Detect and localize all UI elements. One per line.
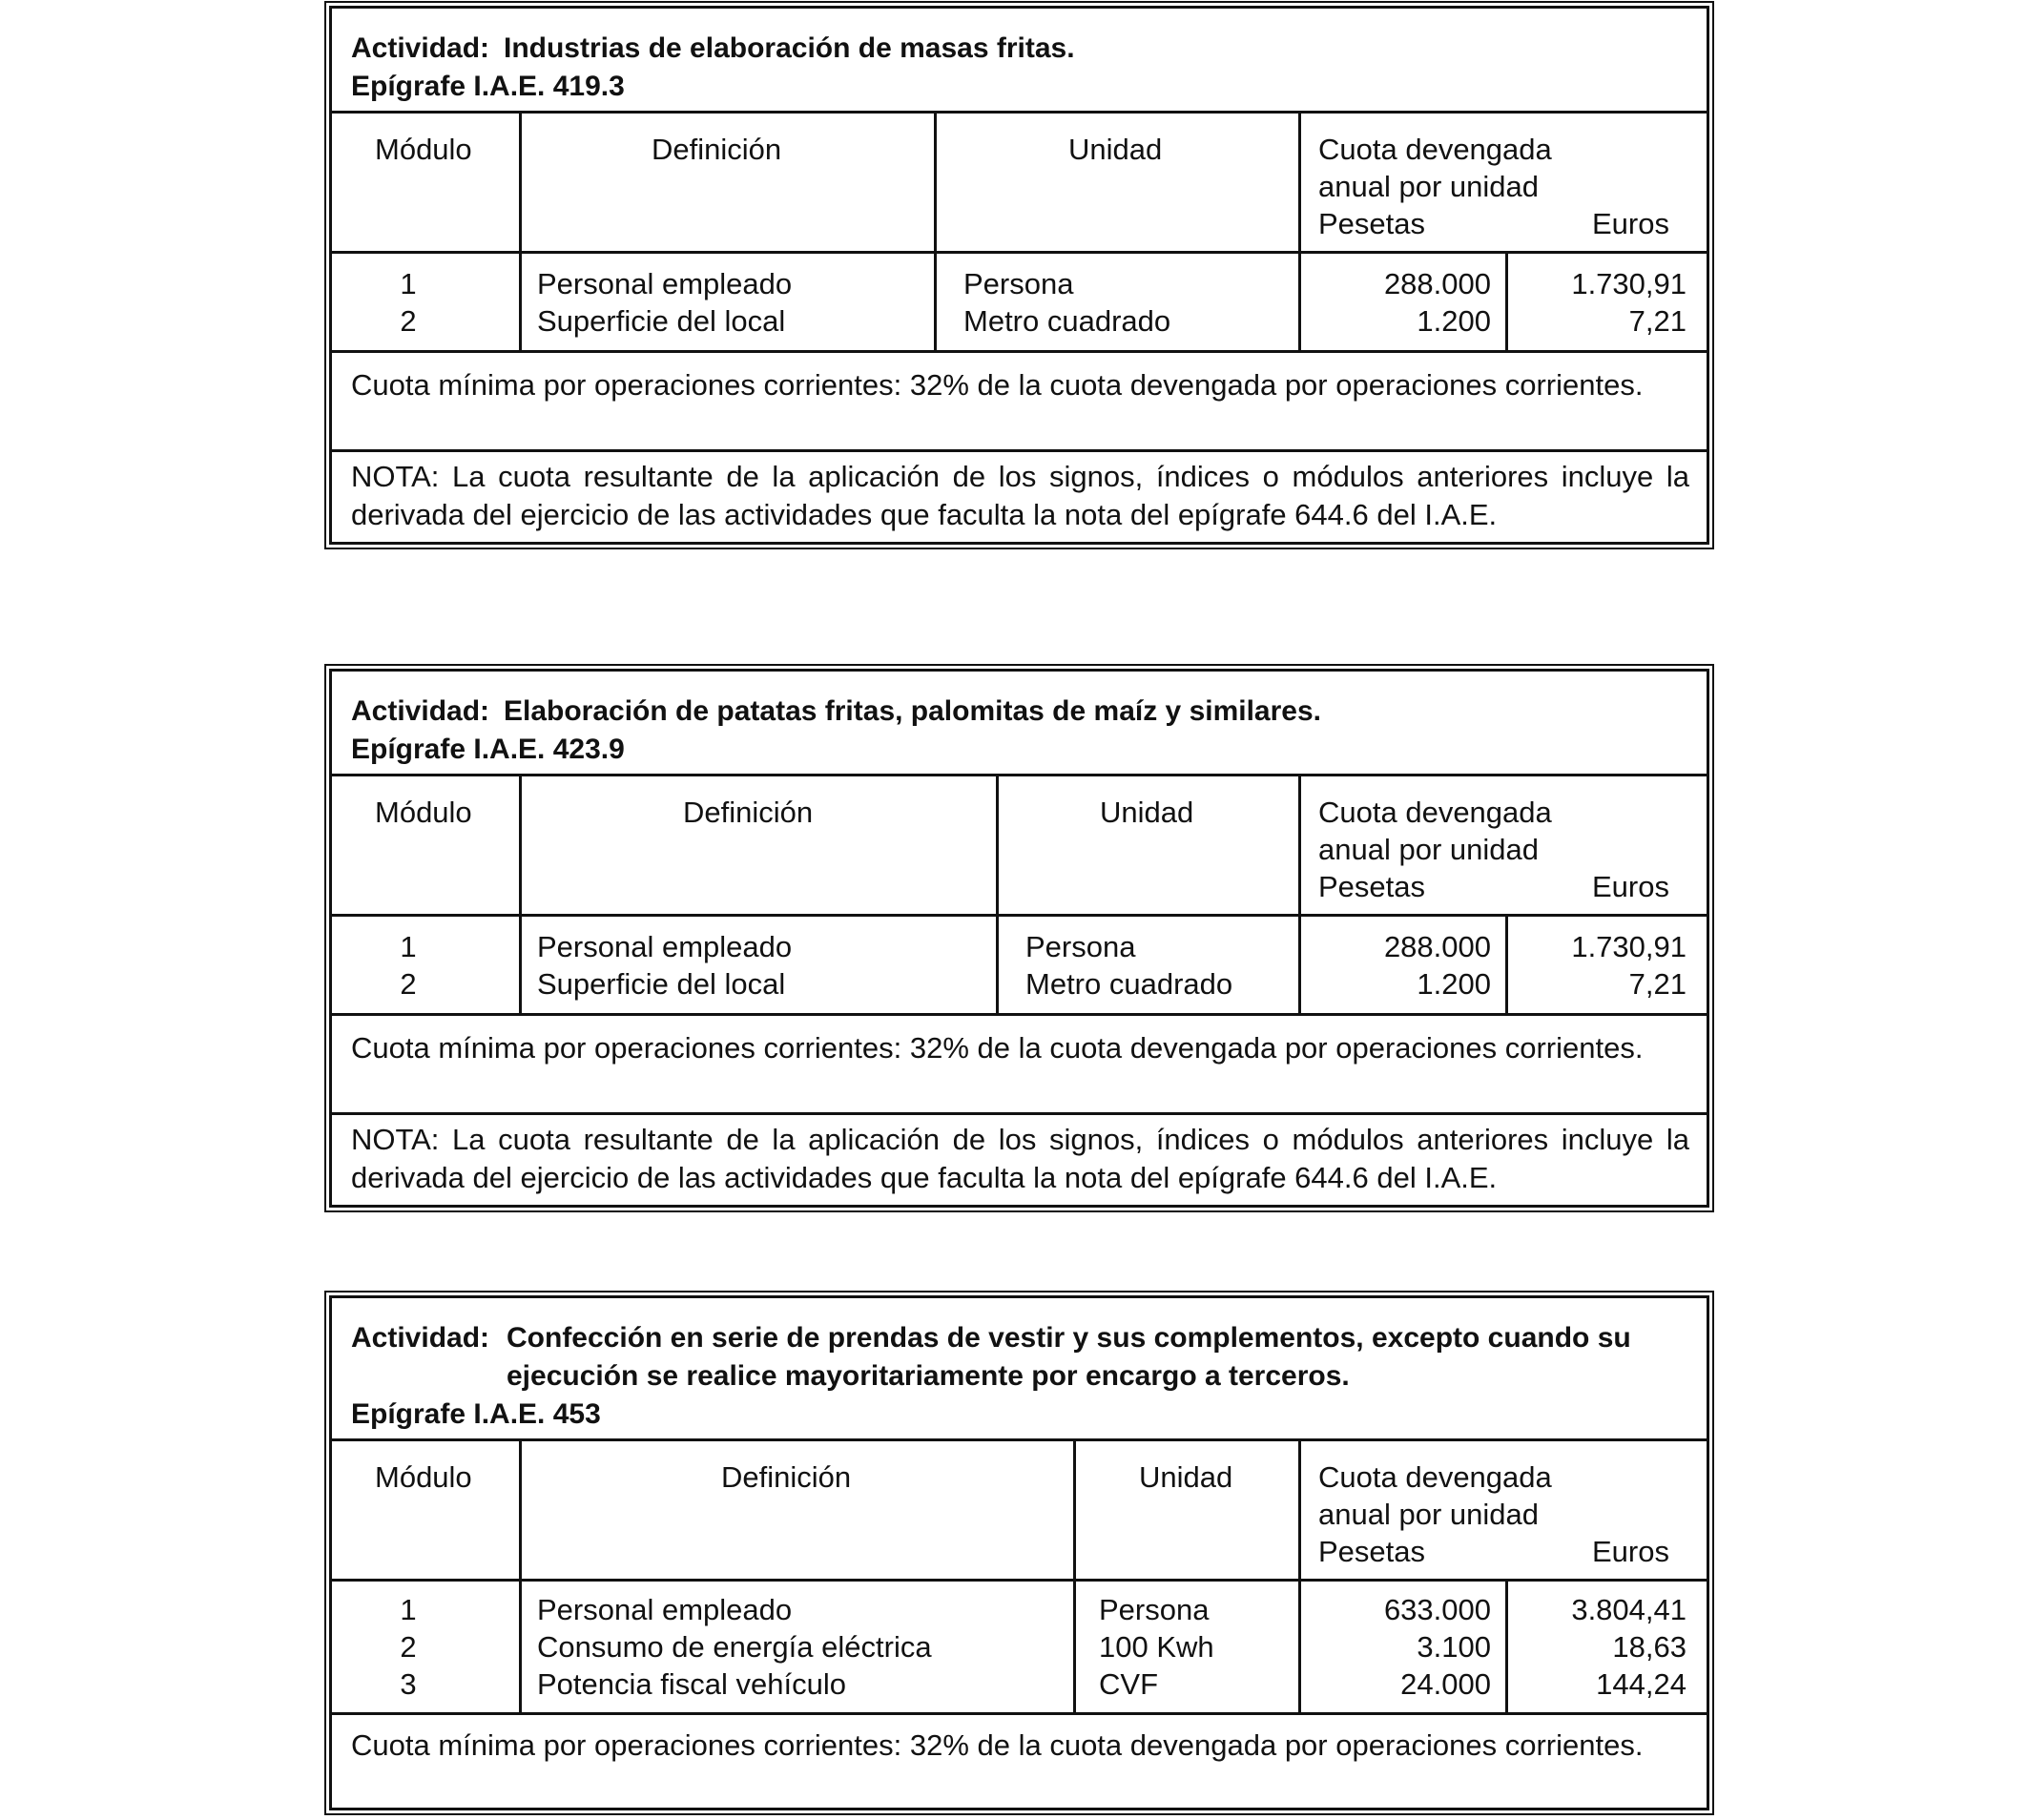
header-pesetas: Pesetas bbox=[1318, 207, 1426, 240]
cell-euros: 1.730,91 bbox=[1571, 267, 1687, 300]
cell-modulo: 2 bbox=[400, 1630, 417, 1664]
cell-modulo: 3 bbox=[400, 1667, 417, 1701]
cell-modulo: 1 bbox=[400, 930, 417, 963]
column-divider bbox=[934, 114, 937, 251]
data-rows bbox=[332, 917, 1707, 1016]
cell-modulo: 2 bbox=[400, 967, 417, 1001]
header-modulo: Módulo bbox=[375, 796, 472, 829]
cell-unidad: Metro cuadrado bbox=[1025, 967, 1233, 1001]
column-headers bbox=[332, 114, 1707, 254]
cell-unidad: Persona bbox=[1099, 1593, 1210, 1626]
cell-definicion: Superficie del local bbox=[537, 967, 786, 1001]
activity-block-423-9 bbox=[329, 669, 1709, 1208]
cell-euros: 3.804,41 bbox=[1571, 1593, 1687, 1626]
activity-header bbox=[332, 1298, 1707, 1441]
header-definicion: Definición bbox=[683, 796, 814, 829]
cell-euros: 18,63 bbox=[1612, 1630, 1687, 1664]
cell-definicion: Consumo de energía eléctrica bbox=[537, 1630, 932, 1664]
cell-definicion: Superficie del local bbox=[537, 304, 786, 338]
column-headers bbox=[332, 1441, 1707, 1582]
header-unidad: Unidad bbox=[1100, 796, 1194, 829]
header-euros: Euros bbox=[1592, 207, 1669, 240]
header-cuota-line1: Cuota devengada bbox=[1318, 133, 1552, 166]
data-rows bbox=[332, 1582, 1707, 1715]
cuota-minima-text: Cuota mínima por operaciones corrientes: 32% de la cuota devengada por operaciones corrientes. bbox=[351, 1728, 1644, 1762]
nota-row bbox=[332, 1115, 1707, 1205]
cell-unidad: Persona bbox=[1025, 930, 1136, 963]
data-rows bbox=[332, 254, 1707, 353]
cuota-minima-text: Cuota mínima por operaciones corrientes: 32% de la cuota devengada por operaciones corrientes. bbox=[351, 368, 1644, 402]
column-divider bbox=[519, 917, 522, 1013]
column-headers bbox=[332, 776, 1707, 917]
activity-block-453 bbox=[329, 1295, 1709, 1810]
header-euros: Euros bbox=[1592, 1535, 1669, 1568]
header-definicion: Definición bbox=[652, 133, 782, 166]
header-unidad: Unidad bbox=[1139, 1460, 1233, 1494]
header-modulo: Módulo bbox=[375, 133, 472, 166]
cell-definicion: Potencia fiscal vehículo bbox=[537, 1667, 846, 1701]
column-divider bbox=[1298, 114, 1301, 251]
nota-text: NOTA: La cuota resultante de la aplicación de los signos, índices o módulos anteriores incluye la derivada del ejercicio de las actividades que faculta la nota del epígrafe 644.6 del I.A.E. bbox=[351, 460, 1689, 531]
header-unidad: Unidad bbox=[1068, 133, 1163, 166]
cell-pesetas: 3.100 bbox=[1417, 1630, 1491, 1664]
header-euros: Euros bbox=[1592, 870, 1669, 903]
cuota-minima-row bbox=[332, 353, 1707, 452]
header-modulo: Módulo bbox=[375, 1460, 472, 1494]
header-cuota-line1: Cuota devengada bbox=[1318, 1460, 1552, 1494]
epigrafe: Epígrafe I.A.E. 419.3 bbox=[351, 71, 625, 102]
activity-title: Elaboración de patatas fritas, palomitas de maíz y similares. bbox=[504, 695, 1321, 727]
cell-pesetas: 1.200 bbox=[1417, 304, 1491, 338]
cuota-minima-row bbox=[332, 1016, 1707, 1115]
header-pesetas: Pesetas bbox=[1318, 1535, 1426, 1568]
column-divider bbox=[519, 1441, 522, 1579]
column-divider bbox=[996, 776, 999, 914]
header-cuota-line2: anual por unidad bbox=[1318, 833, 1539, 866]
epigrafe: Epígrafe I.A.E. 453 bbox=[351, 1398, 601, 1430]
column-divider bbox=[934, 254, 937, 350]
column-divider bbox=[1505, 254, 1508, 350]
activity-block-419-3 bbox=[329, 6, 1709, 545]
column-divider bbox=[519, 114, 522, 251]
header-cuota-line2: anual por unidad bbox=[1318, 1498, 1539, 1531]
cell-pesetas: 1.200 bbox=[1417, 967, 1491, 1001]
epigrafe: Epígrafe I.A.E. 423.9 bbox=[351, 734, 625, 765]
column-divider bbox=[1073, 1582, 1076, 1712]
cell-pesetas: 288.000 bbox=[1383, 267, 1491, 300]
column-divider bbox=[1505, 917, 1508, 1013]
cell-euros: 144,24 bbox=[1596, 1667, 1687, 1701]
cell-unidad: Persona bbox=[963, 267, 1074, 300]
activity-title-line2: ejecución se realice mayoritariamente por encargo a terceros. bbox=[507, 1360, 1350, 1392]
activity-title: Industrias de elaboración de masas fritas. bbox=[504, 32, 1075, 64]
nota-row bbox=[332, 452, 1707, 542]
column-divider bbox=[1298, 1441, 1301, 1579]
cell-pesetas: 288.000 bbox=[1383, 930, 1491, 963]
activity-header bbox=[332, 9, 1707, 114]
cell-pesetas: 24.000 bbox=[1400, 1667, 1491, 1701]
cuota-minima-row bbox=[332, 1715, 1707, 1808]
cell-euros: 7,21 bbox=[1628, 967, 1687, 1001]
header-cuota-line2: anual por unidad bbox=[1318, 170, 1539, 203]
column-divider bbox=[1298, 254, 1301, 350]
cell-euros: 1.730,91 bbox=[1571, 930, 1687, 963]
cell-modulo: 1 bbox=[400, 1593, 417, 1626]
activity-title-line1: Confección en serie de prendas de vestir y sus complementos, excepto cuando su bbox=[507, 1322, 1631, 1354]
cell-pesetas: 633.000 bbox=[1383, 1593, 1491, 1626]
column-divider bbox=[1073, 1441, 1076, 1579]
header-pesetas: Pesetas bbox=[1318, 870, 1426, 903]
cell-modulo: 2 bbox=[400, 304, 417, 338]
column-divider bbox=[1298, 776, 1301, 914]
column-divider bbox=[1298, 917, 1301, 1013]
activity-label: Actividad: bbox=[351, 32, 490, 64]
cell-unidad: 100 Kwh bbox=[1099, 1630, 1214, 1664]
column-divider bbox=[519, 254, 522, 350]
cell-definicion: Personal empleado bbox=[537, 267, 793, 300]
activity-label: Actividad: bbox=[351, 1322, 490, 1354]
column-divider bbox=[1505, 1582, 1508, 1712]
header-cuota-line1: Cuota devengada bbox=[1318, 796, 1552, 829]
activity-header bbox=[332, 672, 1707, 776]
cell-definicion: Personal empleado bbox=[537, 930, 793, 963]
activity-label: Actividad: bbox=[351, 695, 490, 727]
column-divider bbox=[519, 776, 522, 914]
cell-euros: 7,21 bbox=[1628, 304, 1687, 338]
nota-text: NOTA: La cuota resultante de la aplicación de los signos, índices o módulos anteriores incluye la derivada del ejercicio de las actividades que faculta la nota del epígrafe 644.6 del I.A.E. bbox=[351, 1123, 1689, 1194]
column-divider bbox=[996, 917, 999, 1013]
header-definicion: Definición bbox=[721, 1460, 852, 1494]
cell-modulo: 1 bbox=[400, 267, 417, 300]
column-divider bbox=[519, 1582, 522, 1712]
cell-unidad: CVF bbox=[1099, 1667, 1158, 1701]
column-divider bbox=[1298, 1582, 1301, 1712]
cell-definicion: Personal empleado bbox=[537, 1593, 793, 1626]
cell-unidad: Metro cuadrado bbox=[963, 304, 1171, 338]
cuota-minima-text: Cuota mínima por operaciones corrientes: 32% de la cuota devengada por operaciones corrientes. bbox=[351, 1031, 1644, 1065]
